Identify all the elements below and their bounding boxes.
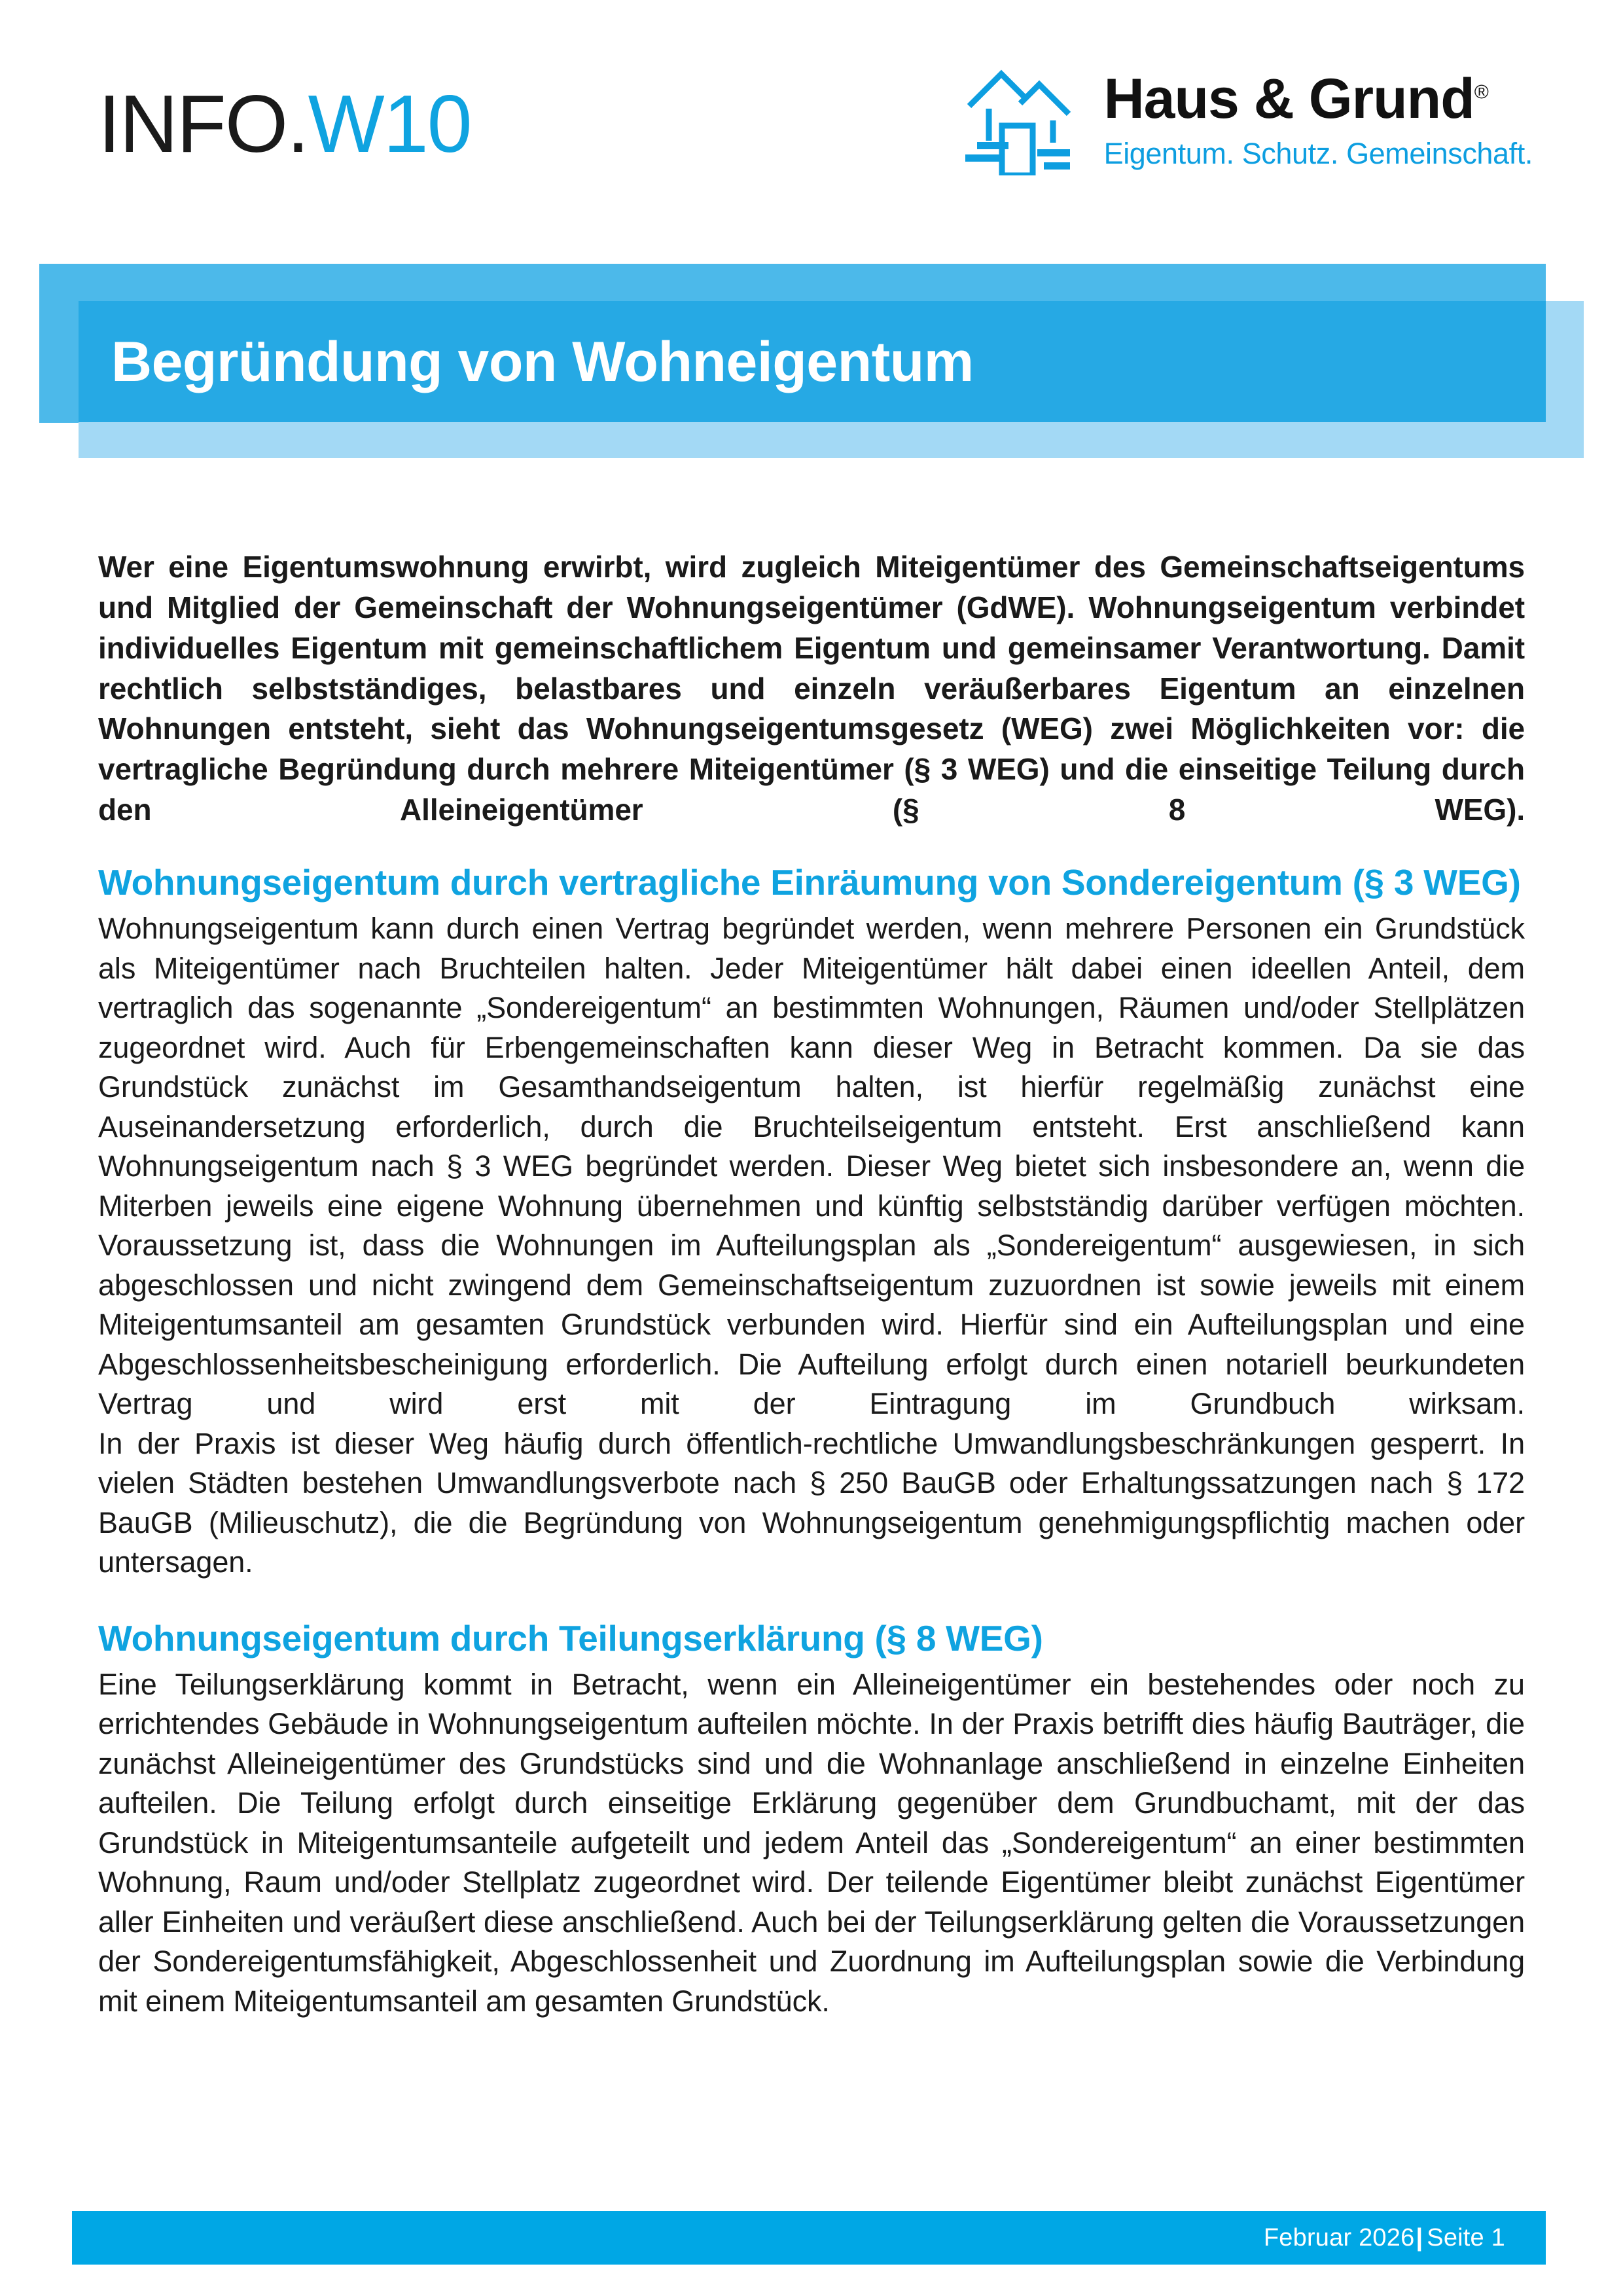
page-footer	[72, 2211, 1546, 2265]
brand-claim: Eigentum. Schutz. Gemeinschaft.	[1103, 137, 1533, 170]
section-1-paragraph-1: Wohnungseigentum kann durch einen Vertrag begründet werden, wenn mehrere Personen ein Grundstück als Miteigentümer nach Bruchteilen halten. Jeder Miteigentümer hält dabei einen ideellen Anteil, dem vertraglich das sogenannte „Sondereigentum“ an bestimmten Wohnungen, Räumen und/oder Stellplätzen zugeordnet wird. Auch für Erbengemeinschaften kann dieser Weg in Betracht kommen. Da sie das Grundstück zunächst im Gesamthandseigentum halten, ist hierfür regelmäßig zunächst eine Auseinandersetzung erforderlich, durch die Bruchteilseigentum entsteht. Erst anschließend kann Wohnungseigentum nach § 3 WEG begründet werden. Dieser Weg bietet sich insbesondere an, wenn die Miterben jeweils eine eigene Wohnung übernehmen und künftig selbstständig darüber verfügen möchten. Voraussetzung ist, dass die Wohnungen im Aufteilungsplan als „Sondereigentum“ ausgewiesen, in sich abgeschlossen und nicht zwingend dem Gemeinschaftseigentum zuzuordnen ist sowie jeweils mit einem Miteigentumsanteil am gesamten Grundstück verbunden wird. Hierfür sind ein Aufteilungsplan und eine Abgeschlossenheitsbescheinigung erforderlich. Die Aufteilung erfolgt durch einen notariell beurkundeten Vertrag und wird erst mit der Eintragung im Grundbuch wirksam.	[98, 912, 1525, 1421]
info-document-code	[98, 79, 471, 170]
page-title: Begründung von Wohneigentum	[111, 330, 974, 393]
title-banner	[0, 262, 1623, 465]
registered-trademark-icon: ®	[1474, 81, 1488, 103]
brand-logo	[964, 65, 1533, 175]
footer-date: Februar 2026	[1263, 2224, 1415, 2251]
footer-meta	[1264, 2225, 1546, 2250]
brand-name-text: Haus & Grund	[1103, 67, 1474, 130]
page-header	[0, 0, 1623, 249]
section-heading-2: Wohnungseigentum durch Teilungserklärung (§ 8 WEG)	[98, 1617, 1043, 1659]
info-label-prefix: INFO.	[98, 79, 308, 170]
section-2-paragraph-1: Eine Teilungserklärung kommt in Betracht, wenn ein Alleineigentümer ein bestehendes oder noch zu errichtendes Gebäude in Wohnungseigentum aufteilen möchte. In der Praxis betrifft dies häufig Bauträger, die zunächst Alleineigentümer des Grundstücks sind und die Wohnanlage anschließend in einzelne Einheiten aufteilen. Die Teilung erfolgt durch einseitige Erklärung gegenüber dem Grundbuchamt, mit der das Grundstück in Miteigentumsanteile aufgeteilt und jedem Anteil das „Sondereigentum“ an einer bestimmten Wohnung, Raum und/oder Stellplatz zugeordnet wird. Der teilende Eigentümer bleibt zunächst Eigentümer aller Einheiten und veräußert diese anschließend. Auch bei der Teilungserklärung gelten die Voraussetzungen der Sondereigentumsfähigkeit, Abgeschlossenheit und Zuordnung im Aufteilungsplan sowie die Verbindung mit einem Miteigentumsanteil am gesamten Grundstück.	[98, 1667, 1525, 2018]
brand-name	[1103, 67, 1488, 130]
section-1-paragraph-2: In der Praxis ist dieser Weg häufig durch öffentlich-rechtliche Umwandlungsbeschränkungen gesperrt. In vielen Städten bestehen Umwandlungsverbote nach § 250 BauGB oder Erhaltungssatzungen nach § 172 BauGB (Milieuschutz), die die Begründung von Wohnungseigentum genehmigungspflichtig machen oder untersagen.	[98, 1426, 1525, 1579]
document-body	[98, 517, 1525, 2021]
info-label-code: W10	[308, 79, 471, 170]
house-roofline-icon	[964, 65, 1080, 175]
section-heading-1: Wohnungseigentum durch vertragliche Einräumung von Sondereigentum (§ 3 WEG)	[98, 862, 1521, 903]
footer-page-number: Seite 1	[1427, 2224, 1505, 2251]
intro-paragraph: Wer eine Eigentumswohnung erwirbt, wird zugleich Miteigentümer des Gemeinschaftseigentums und Mitglied der Gemeinschaft der Wohnungseigentümer (GdWE). Wohnungseigentum verbindet individuelles Eigentum mit gemeinschaftlichem Eigentum und gemeinsamer Verantwortung. Damit rechtlich selbstständiges, belastbares und einzeln veräußerbares Eigentum an einzelnen Wohnungen entsteht, sieht das Wohnungseigentumsgesetz (WEG) zwei Möglichkeiten vor: die vertragliche Begründung durch mehrere Miteigentümer (§ 3 WEG) und die einseitige Teilung durch den Alleineigentümer (§ 8 WEG).	[98, 550, 1525, 827]
banner-main-bar	[79, 301, 1546, 422]
footer-separator: |	[1416, 2224, 1423, 2251]
brand-wordmark	[1104, 65, 1533, 168]
